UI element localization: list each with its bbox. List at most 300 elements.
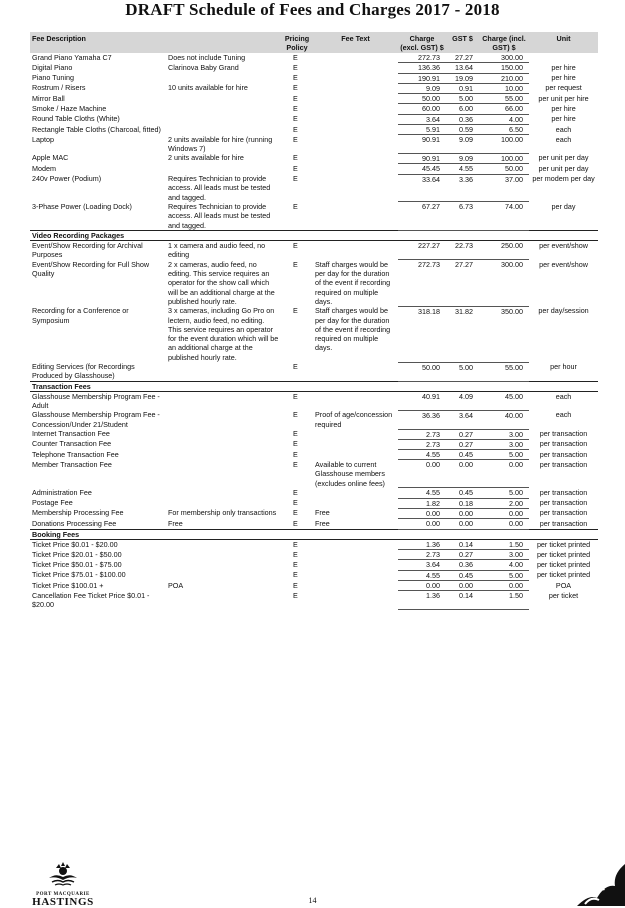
fee-text-cell bbox=[313, 560, 398, 570]
charge-excl-gst-cell: 4.55 bbox=[398, 488, 446, 498]
pricing-policy-cell: E bbox=[293, 114, 298, 124]
fee-row bbox=[30, 63, 598, 73]
fee-row bbox=[30, 174, 598, 202]
fee-note-cell: For membership only transactions bbox=[168, 508, 277, 518]
charge-excl-gst-cell: 36.36 bbox=[398, 410, 446, 429]
charge-excl-gst-cell: 3.64 bbox=[398, 114, 446, 124]
fee-note-cell bbox=[166, 73, 281, 83]
charge-incl-gst-cell: 210.00 bbox=[479, 73, 529, 83]
fee-text-cell bbox=[313, 202, 398, 230]
pricing-policy-cell: E bbox=[293, 449, 298, 459]
charge-incl-gst-cell: 3.00 bbox=[479, 550, 529, 560]
header-charge-excl-gst: Charge (excl. GST) $ bbox=[398, 32, 446, 53]
pricing-policy-cell: E bbox=[293, 559, 298, 569]
charge-incl-gst-cell: 100.00 bbox=[479, 153, 529, 163]
fee-text-cell bbox=[313, 135, 398, 154]
fees-table bbox=[30, 32, 598, 610]
section-header-row bbox=[30, 381, 598, 391]
charge-incl-gst-cell: 74.00 bbox=[479, 202, 529, 230]
fee-description-cell: Counter Transaction Fee bbox=[32, 439, 112, 449]
gst-cell: 9.09 bbox=[446, 135, 479, 154]
fee-text-cell bbox=[313, 153, 398, 163]
charge-excl-gst-cell: 90.91 bbox=[398, 153, 446, 163]
fee-note-cell bbox=[166, 114, 281, 124]
fee-text-cell bbox=[313, 241, 398, 260]
fee-note-cell: 1 x camera and audio feed, no editing bbox=[168, 241, 266, 260]
fee-description-cell: Member Transaction Fee bbox=[32, 459, 112, 469]
fee-description-cell: Administration Fee bbox=[32, 487, 92, 497]
page-title: DRAFT Schedule of Fees and Charges 2017 - 2018 bbox=[125, 0, 500, 19]
fee-description-cell: Recording for a Conference or Symposium bbox=[32, 306, 129, 325]
charge-excl-gst-cell: 272.73 bbox=[398, 260, 446, 306]
fee-text-cell: Free bbox=[315, 508, 330, 518]
header-fee-description: Fee Description bbox=[30, 32, 281, 53]
unit-cell: per hire bbox=[551, 62, 576, 72]
unit-cell: per event/show bbox=[539, 241, 588, 251]
fee-description-cell: Ticket Price $50.01 - $75.00 bbox=[32, 559, 122, 569]
unit-cell: per ticket bbox=[548, 590, 579, 600]
charge-incl-gst-cell: 300.00 bbox=[479, 260, 529, 306]
header-unit: Unit bbox=[529, 32, 598, 53]
charge-excl-gst-cell: 3.64 bbox=[398, 560, 446, 570]
header-pricing-policy: Pricing Policy bbox=[281, 32, 313, 53]
charge-excl-gst-cell: 0.00 bbox=[398, 519, 446, 529]
fee-description-cell: Laptop bbox=[32, 134, 54, 144]
fee-description-cell: Postage Fee bbox=[32, 498, 73, 508]
table-header-row bbox=[30, 32, 598, 53]
unit-cell: per transaction bbox=[539, 429, 588, 439]
charge-excl-gst-cell: 0.00 bbox=[398, 460, 446, 488]
fee-description-cell: Event/Show Recording for Archival Purposes bbox=[32, 241, 143, 260]
pricing-policy-cell: E bbox=[293, 259, 298, 269]
fee-description-cell: Glasshouse Membership Program Fee - Concession/Under 21/Student bbox=[32, 410, 160, 429]
fee-text-cell bbox=[313, 94, 398, 104]
fee-note-cell: 2 units available for hire bbox=[168, 153, 244, 163]
charge-excl-gst-cell: 9.09 bbox=[398, 83, 446, 93]
fee-note-cell bbox=[166, 570, 281, 580]
gst-cell: 4.55 bbox=[446, 164, 479, 174]
logo-org-line: PORT MACQUARIE bbox=[36, 892, 90, 897]
pricing-policy-cell: E bbox=[293, 241, 298, 251]
fee-text-cell bbox=[313, 498, 398, 508]
pricing-policy-cell: E bbox=[293, 391, 298, 401]
pricing-policy-cell: E bbox=[293, 549, 298, 559]
unit-cell: per hire bbox=[551, 103, 576, 113]
fee-row bbox=[30, 164, 598, 174]
fee-note-cell bbox=[166, 439, 281, 449]
fee-note-cell: Does not include Tuning bbox=[168, 53, 246, 62]
fee-row bbox=[30, 362, 598, 381]
unit-cell: per event/show bbox=[539, 259, 588, 269]
charge-excl-gst-cell: 50.00 bbox=[398, 94, 446, 104]
fee-description-cell: Event/Show Recording for Full Show Quality bbox=[32, 259, 150, 279]
fee-row bbox=[30, 550, 598, 560]
charge-incl-gst-cell: 1.50 bbox=[479, 539, 529, 549]
fee-text-cell: Staff charges would be per day for the duration of the event if recording required on multiple days. bbox=[315, 306, 391, 353]
fee-text-cell: Proof of age/concession required bbox=[315, 410, 393, 429]
section-title: Transaction Fees bbox=[30, 381, 598, 391]
charge-incl-gst-cell: 37.00 bbox=[479, 174, 529, 202]
charge-incl-gst-cell: 4.00 bbox=[479, 560, 529, 570]
unit-cell: per unit per hire bbox=[538, 93, 589, 103]
unit-cell: per transaction bbox=[539, 508, 588, 518]
unit-cell: each bbox=[555, 391, 572, 401]
charge-incl-gst-cell: 45.00 bbox=[479, 391, 529, 410]
fee-note-cell bbox=[166, 125, 281, 135]
charge-incl-gst-cell: 55.00 bbox=[479, 362, 529, 381]
unit-cell: per ticket printed bbox=[536, 539, 591, 549]
fee-text-cell bbox=[313, 539, 398, 549]
charge-excl-gst-cell: 2.73 bbox=[398, 429, 446, 439]
fee-note-cell: 2 x cameras, audio feed, no editing. This service requires an operator for the show call which will be an additional charge at the published hourly rate. bbox=[168, 259, 275, 306]
fee-row bbox=[30, 94, 598, 104]
fee-row bbox=[30, 498, 598, 508]
fee-text-cell bbox=[313, 391, 398, 410]
pricing-policy-cell: E bbox=[293, 498, 298, 508]
charge-incl-gst-cell: 0.00 bbox=[479, 581, 529, 591]
charge-incl-gst-cell: 50.00 bbox=[479, 164, 529, 174]
unit-cell: per day bbox=[551, 201, 576, 211]
fee-description-cell: Editing Services (for Recordings Produced by Glasshouse) bbox=[32, 362, 135, 381]
pricing-policy-cell: E bbox=[293, 134, 298, 144]
charge-excl-gst-cell: 0.00 bbox=[398, 508, 446, 518]
charge-excl-gst-cell: 190.91 bbox=[398, 73, 446, 83]
gst-cell: 0.00 bbox=[446, 581, 479, 591]
charge-excl-gst-cell: 5.91 bbox=[398, 125, 446, 135]
gst-cell: 27.27 bbox=[446, 53, 479, 63]
fee-description-cell: Ticket Price $75.01 - $100.00 bbox=[32, 570, 126, 580]
gst-cell: 9.09 bbox=[446, 153, 479, 163]
pricing-policy-cell: E bbox=[293, 153, 298, 163]
fee-note-cell bbox=[166, 591, 281, 610]
header-fee-text: Fee Text bbox=[313, 32, 398, 53]
pricing-policy-cell: E bbox=[293, 362, 298, 371]
fee-description-cell: Mirror Ball bbox=[32, 93, 65, 103]
fee-row bbox=[30, 429, 598, 439]
unit-cell: per transaction bbox=[539, 498, 588, 508]
fee-row bbox=[30, 83, 598, 93]
unit-cell: per ticket printed bbox=[536, 549, 591, 559]
charge-excl-gst-cell: 318.18 bbox=[398, 306, 446, 362]
fee-text-cell bbox=[313, 164, 398, 174]
gst-cell: 0.36 bbox=[446, 560, 479, 570]
charge-excl-gst-cell: 0.00 bbox=[398, 581, 446, 591]
fee-description-cell: Cancellation Fee Ticket Price $0.01 - $20.00 bbox=[32, 590, 150, 610]
fee-description-cell: Donations Processing Fee bbox=[32, 518, 117, 528]
pricing-policy-cell: E bbox=[293, 201, 298, 211]
gst-cell: 0.14 bbox=[446, 591, 479, 610]
unit-cell: per day/session bbox=[538, 306, 589, 316]
fee-text-cell bbox=[313, 73, 398, 83]
pricing-policy-cell: E bbox=[293, 73, 298, 83]
fee-note-cell: Free bbox=[168, 518, 183, 528]
gst-cell: 4.09 bbox=[446, 391, 479, 410]
fee-row bbox=[30, 260, 598, 306]
unit-cell: per transaction bbox=[539, 487, 588, 497]
unit-cell: each bbox=[555, 410, 572, 420]
fee-text-cell bbox=[313, 581, 398, 591]
fee-note-cell bbox=[166, 164, 281, 174]
fee-description-cell: Piano Tuning bbox=[32, 73, 74, 83]
charge-excl-gst-cell: 136.36 bbox=[398, 63, 446, 73]
charge-excl-gst-cell: 227.27 bbox=[398, 241, 446, 260]
fee-text-cell bbox=[313, 104, 398, 114]
fee-text-cell bbox=[313, 125, 398, 135]
pricing-policy-cell: E bbox=[293, 124, 298, 134]
fee-row bbox=[30, 560, 598, 570]
fee-description-cell: Modem bbox=[32, 163, 56, 173]
charge-incl-gst-cell: 4.00 bbox=[479, 114, 529, 124]
charge-incl-gst-cell: 2.00 bbox=[479, 498, 529, 508]
fee-row bbox=[30, 439, 598, 449]
fee-description-cell: Rostrum / Risers bbox=[32, 83, 86, 93]
fee-row bbox=[30, 460, 598, 488]
charge-excl-gst-cell: 1.82 bbox=[398, 498, 446, 508]
fee-text-cell bbox=[313, 83, 398, 93]
fee-description-cell: Ticket Price $20.01 - $50.00 bbox=[32, 549, 122, 559]
pricing-policy-cell: E bbox=[293, 174, 298, 184]
fee-row bbox=[30, 539, 598, 549]
fee-text-cell bbox=[313, 450, 398, 460]
charge-excl-gst-cell: 272.73 bbox=[398, 53, 446, 63]
charge-excl-gst-cell: 67.27 bbox=[398, 202, 446, 230]
fee-row bbox=[30, 135, 598, 154]
unit-cell: per hire bbox=[551, 73, 576, 83]
fee-note-cell bbox=[166, 498, 281, 508]
unit-cell: per unit per day bbox=[538, 153, 589, 163]
fee-note-cell bbox=[166, 429, 281, 439]
fee-description-cell: Digital Piano bbox=[32, 62, 73, 72]
fee-note-cell bbox=[166, 410, 281, 429]
unit-cell: per unit per day bbox=[538, 163, 589, 173]
charge-excl-gst-cell: 1.36 bbox=[398, 539, 446, 549]
gst-cell: 0.27 bbox=[446, 439, 479, 449]
gst-cell: 0.36 bbox=[446, 114, 479, 124]
fee-row bbox=[30, 391, 598, 410]
gst-cell: 0.45 bbox=[446, 488, 479, 498]
charge-incl-gst-cell: 100.00 bbox=[479, 135, 529, 154]
header-gst: GST $ bbox=[446, 32, 479, 53]
gst-cell: 0.00 bbox=[446, 508, 479, 518]
gst-cell: 0.27 bbox=[446, 429, 479, 439]
fee-note-cell bbox=[166, 539, 281, 549]
pricing-policy-cell: E bbox=[293, 459, 298, 469]
gst-cell: 13.64 bbox=[446, 63, 479, 73]
fee-row bbox=[30, 73, 598, 83]
gst-cell: 27.27 bbox=[446, 260, 479, 306]
charge-excl-gst-cell: 1.36 bbox=[398, 591, 446, 610]
pricing-policy-cell: E bbox=[293, 163, 298, 173]
section-header-row bbox=[30, 529, 598, 539]
fee-description-cell: Glasshouse Membership Program Fee - Adult bbox=[32, 391, 160, 411]
charge-incl-gst-cell: 0.00 bbox=[479, 508, 529, 518]
unit-cell: per hour bbox=[550, 362, 577, 371]
pricing-policy-cell: E bbox=[293, 53, 298, 62]
fee-note-cell: Requires Technician to provide access. All leads must be tested and tagged. bbox=[168, 174, 271, 202]
charge-incl-gst-cell: 150.00 bbox=[479, 63, 529, 73]
pricing-policy-cell: E bbox=[293, 487, 298, 497]
charge-incl-gst-cell: 5.00 bbox=[479, 450, 529, 460]
fee-description-cell: Grand Piano Yamaha C7 bbox=[32, 53, 112, 62]
logo-name-line: HASTINGS bbox=[32, 896, 94, 908]
gst-cell: 0.00 bbox=[446, 519, 479, 529]
gst-cell: 5.00 bbox=[446, 94, 479, 104]
fee-text-cell bbox=[313, 570, 398, 580]
pricing-policy-cell: E bbox=[293, 518, 298, 528]
gst-cell: 19.09 bbox=[446, 73, 479, 83]
unit-cell: per transaction bbox=[539, 439, 588, 449]
pricing-policy-cell: E bbox=[293, 83, 298, 93]
fee-description-cell: Smoke / Haze Machine bbox=[32, 103, 107, 113]
charge-incl-gst-cell: 66.00 bbox=[479, 104, 529, 114]
fee-description-cell: 3-Phase Power (Loading Dock) bbox=[32, 201, 132, 211]
fee-note-cell bbox=[166, 560, 281, 570]
fee-text-cell: Staff charges would be per day for the duration of the event if recording required on multiple days. bbox=[315, 259, 391, 306]
gst-cell: 31.82 bbox=[446, 306, 479, 362]
fee-row bbox=[30, 410, 598, 429]
fee-description-cell: Ticket Price $100.01 + bbox=[32, 580, 104, 590]
charge-incl-gst-cell: 5.00 bbox=[479, 488, 529, 498]
charge-excl-gst-cell: 2.73 bbox=[398, 439, 446, 449]
fee-text-cell bbox=[313, 63, 398, 73]
fee-row bbox=[30, 241, 598, 260]
fees-table-body bbox=[30, 53, 598, 609]
gst-cell: 6.73 bbox=[446, 202, 479, 230]
gst-cell: 0.59 bbox=[446, 125, 479, 135]
fee-text-cell bbox=[313, 550, 398, 560]
fee-row bbox=[30, 450, 598, 460]
fee-note-cell bbox=[166, 362, 281, 381]
fee-note-cell bbox=[166, 391, 281, 410]
fee-note-cell bbox=[166, 550, 281, 560]
charge-excl-gst-cell: 4.55 bbox=[398, 450, 446, 460]
pricing-policy-cell: E bbox=[293, 580, 298, 590]
charge-incl-gst-cell: 300.00 bbox=[479, 53, 529, 63]
fee-note-cell bbox=[166, 488, 281, 498]
gst-cell: 3.64 bbox=[446, 410, 479, 429]
fee-row bbox=[30, 581, 598, 591]
logo-emblem-icon bbox=[46, 862, 80, 886]
fee-description-cell: Internet Transaction Fee bbox=[32, 429, 110, 439]
fee-note-cell: 3 x cameras, including Go Pro on lectern, audio feed, no editing. This service requires an operator for the event duration which will be an additional charge at the published hourly rate. bbox=[168, 306, 279, 362]
gst-cell: 0.91 bbox=[446, 83, 479, 93]
pricing-policy-cell: E bbox=[293, 410, 298, 420]
charge-incl-gst-cell: 250.00 bbox=[479, 241, 529, 260]
charge-incl-gst-cell: 6.50 bbox=[479, 125, 529, 135]
pricing-policy-cell: E bbox=[293, 439, 298, 449]
pricing-policy-cell: E bbox=[293, 93, 298, 103]
fee-text-cell bbox=[313, 362, 398, 381]
fee-note-cell bbox=[166, 104, 281, 114]
gst-cell: 5.00 bbox=[446, 362, 479, 381]
pricing-policy-cell: E bbox=[293, 429, 298, 439]
unit-cell bbox=[529, 53, 598, 63]
fee-description-cell: Rectangle Table Cloths (Charcoal, fitted) bbox=[32, 124, 161, 134]
charge-excl-gst-cell: 45.45 bbox=[398, 164, 446, 174]
header-charge-incl-gst: Charge (incl. GST) $ bbox=[479, 32, 529, 53]
fee-description-cell: 240v Power (Podium) bbox=[32, 174, 102, 184]
charge-excl-gst-cell: 40.91 bbox=[398, 391, 446, 410]
fee-row bbox=[30, 488, 598, 498]
fee-note-cell bbox=[166, 460, 281, 488]
gst-cell: 0.45 bbox=[446, 570, 479, 580]
fee-row bbox=[30, 104, 598, 114]
charge-incl-gst-cell: 40.00 bbox=[479, 410, 529, 429]
gst-cell: 0.00 bbox=[446, 460, 479, 488]
unit-cell: each bbox=[555, 134, 572, 144]
page-number: 14 bbox=[308, 896, 317, 905]
charge-incl-gst-cell: 5.00 bbox=[479, 570, 529, 580]
pricing-policy-cell: E bbox=[293, 590, 298, 600]
pricing-policy-cell: E bbox=[293, 103, 298, 113]
unit-cell: per ticket printed bbox=[536, 559, 591, 569]
unit-cell: per request bbox=[545, 83, 582, 93]
fee-text-cell bbox=[313, 174, 398, 202]
corner-decoration-icon bbox=[555, 864, 625, 906]
gst-cell: 0.14 bbox=[446, 539, 479, 549]
pricing-policy-cell: E bbox=[293, 306, 298, 316]
fee-row bbox=[30, 519, 598, 529]
pricing-policy-cell: E bbox=[293, 570, 298, 580]
gst-cell: 3.36 bbox=[446, 174, 479, 202]
unit-cell: per hire bbox=[551, 114, 576, 124]
charge-incl-gst-cell: 3.00 bbox=[479, 439, 529, 449]
charge-incl-gst-cell: 10.00 bbox=[479, 83, 529, 93]
gst-cell: 0.45 bbox=[446, 450, 479, 460]
fee-note-cell bbox=[166, 450, 281, 460]
charge-excl-gst-cell: 90.91 bbox=[398, 135, 446, 154]
fee-row bbox=[30, 591, 598, 610]
fee-text-cell bbox=[313, 591, 398, 610]
fee-note-cell: Clarinova Baby Grand bbox=[168, 62, 239, 72]
unit-cell: each bbox=[555, 124, 572, 134]
section-title: Video Recording Packages bbox=[30, 230, 598, 240]
fee-text-cell: Available to current Glasshouse members (excludes online fees) bbox=[315, 459, 385, 488]
fee-text-cell bbox=[313, 439, 398, 449]
charge-incl-gst-cell: 3.00 bbox=[479, 429, 529, 439]
unit-cell: per transaction bbox=[539, 518, 588, 528]
unit-cell: POA bbox=[555, 580, 572, 590]
section-title: Booking Fees bbox=[30, 529, 598, 539]
charge-incl-gst-cell: 55.00 bbox=[479, 94, 529, 104]
fee-description-cell: Apple MAC bbox=[32, 153, 69, 163]
fee-text-cell bbox=[313, 114, 398, 124]
fee-row bbox=[30, 202, 598, 230]
fee-description-cell: Membership Processing Fee bbox=[32, 508, 124, 518]
fee-row bbox=[30, 306, 598, 362]
fee-text-cell bbox=[313, 429, 398, 439]
charge-excl-gst-cell: 60.00 bbox=[398, 104, 446, 114]
unit-cell: per ticket printed bbox=[536, 570, 591, 580]
unit-cell: per transaction bbox=[539, 459, 588, 469]
pricing-policy-cell: E bbox=[293, 62, 298, 72]
fee-description-cell: Telephone Transaction Fee bbox=[32, 449, 119, 459]
charge-incl-gst-cell: 1.50 bbox=[479, 591, 529, 610]
fee-text-cell: Free bbox=[315, 518, 330, 528]
pricing-policy-cell: E bbox=[293, 539, 298, 549]
fee-row bbox=[30, 114, 598, 124]
fee-description-cell: Ticket Price $0.01 - $20.00 bbox=[32, 539, 118, 549]
fee-row bbox=[30, 53, 598, 63]
gst-cell: 0.18 bbox=[446, 498, 479, 508]
unit-cell: per modem per day bbox=[532, 174, 595, 184]
fee-note-cell bbox=[166, 94, 281, 104]
charge-incl-gst-cell: 0.00 bbox=[479, 460, 529, 488]
fee-text-cell bbox=[313, 488, 398, 498]
fee-row bbox=[30, 125, 598, 135]
gst-cell: 0.27 bbox=[446, 550, 479, 560]
gst-cell: 22.73 bbox=[446, 241, 479, 260]
